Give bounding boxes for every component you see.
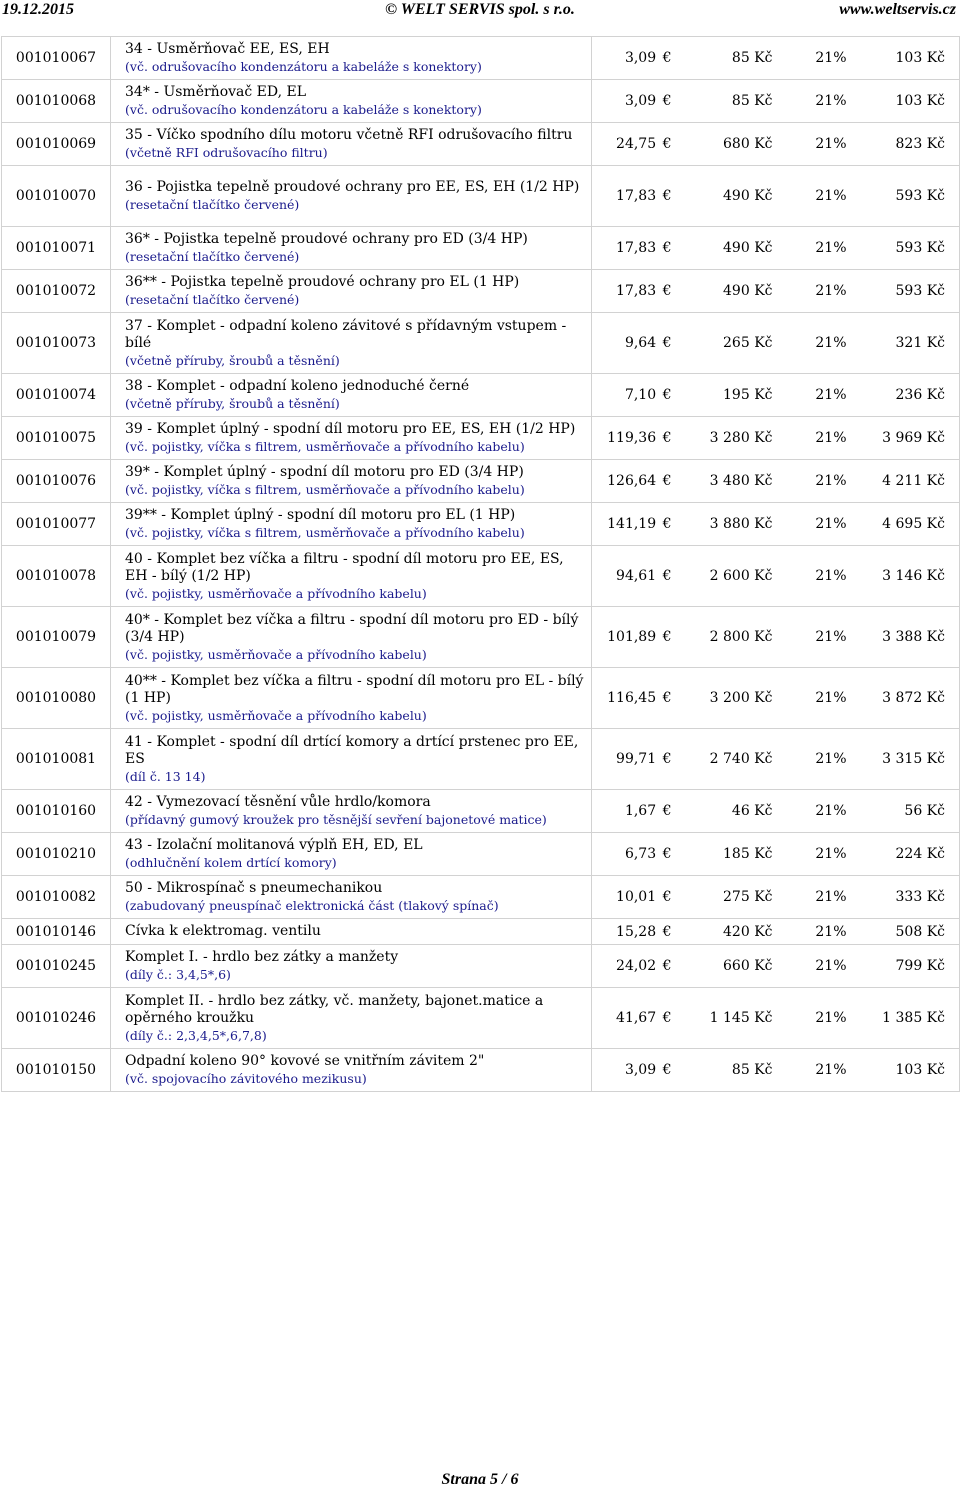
- product-note: (zabudovaný pneuspínač elektronická část (tlakový spínač): [125, 898, 499, 913]
- table-row: [2, 668, 960, 729]
- price-eur-value: 3,09: [624, 50, 657, 66]
- product-note: (včetně příruby, šroubů a těsnění): [125, 352, 340, 368]
- product-code: 001010246: [2, 988, 111, 1049]
- product-code: 001010074: [2, 374, 111, 417]
- product-title: Cívka k elektromag. ventilu: [125, 923, 321, 939]
- product-description: [111, 227, 592, 270]
- euro-symbol: €: [662, 923, 672, 940]
- euro-symbol: €: [662, 93, 672, 109]
- product-code: 001010082: [2, 876, 111, 919]
- price-eur: [592, 123, 680, 166]
- product-description: [111, 546, 592, 607]
- price-czk: 3 480 Kč: [680, 460, 781, 503]
- euro-symbol: €: [662, 568, 672, 584]
- product-note: (vč. pojistky, usměrňovače a přívodního kabelu): [125, 585, 427, 601]
- product-code: 001010160: [2, 790, 111, 833]
- price-czk: 1 145 Kč: [680, 988, 781, 1049]
- euro-symbol: €: [662, 473, 672, 489]
- product-note: (díl č. 13 14): [125, 768, 206, 784]
- price-eur: [592, 945, 680, 988]
- price-eur: [592, 668, 680, 729]
- product-code: 001010150: [2, 1049, 111, 1092]
- product-description: [111, 374, 592, 417]
- product-note: (vč. odrušovacího kondenzátoru a kabeláže s konektory): [125, 102, 482, 117]
- vat-rate: 21%: [781, 919, 855, 945]
- product-title: 34 - Usměrňovač EE, ES, EH: [125, 41, 330, 57]
- product-description: [111, 729, 592, 790]
- product-title: 37 - Komplet - odpadní koleno závitové s přídavným vstupem - bílé: [125, 317, 567, 351]
- price-eur-value: 6,73: [624, 846, 657, 862]
- product-title: 40* - Komplet bez víčka a filtru - spodní díl motoru pro ED - bílý (3/4 HP): [125, 611, 579, 645]
- table-row: [2, 876, 960, 919]
- price-eur-value: 24,75: [616, 136, 657, 152]
- product-description: [111, 833, 592, 876]
- product-description: [111, 790, 592, 833]
- product-title: 41 - Komplet - spodní díl drtící komory a drtící prstenec pro EE, ES: [125, 733, 579, 767]
- product-title: 35 - Víčko spodního dílu motoru včetně RFI odrušovacího filtru: [125, 127, 573, 143]
- euro-symbol: €: [662, 136, 672, 152]
- price-czk: 46 Kč: [680, 790, 781, 833]
- table-row: [2, 374, 960, 417]
- price-eur-value: 17,83: [616, 283, 657, 299]
- price-czk: 3 200 Kč: [680, 668, 781, 729]
- price-eur-value: 3,09: [624, 93, 657, 109]
- product-description: [111, 417, 592, 460]
- table-row: [2, 166, 960, 227]
- table-row: [2, 80, 960, 123]
- table-row: [2, 988, 960, 1049]
- price-with-vat: 236 Kč: [855, 374, 960, 417]
- price-eur: [592, 417, 680, 460]
- product-code: 001010070: [2, 166, 111, 227]
- product-description: [111, 37, 592, 80]
- product-note: (vč. spojovacího závitového mezikusu): [125, 1071, 367, 1086]
- price-with-vat: 103 Kč: [855, 1049, 960, 1092]
- price-eur-value: 1,67: [624, 803, 657, 819]
- price-eur-value: 3,09: [624, 1062, 657, 1078]
- product-description: [111, 988, 592, 1049]
- product-code: 001010210: [2, 833, 111, 876]
- vat-rate: 21%: [781, 270, 855, 313]
- company-name: © WELT SERVIS spol. s r.o.: [385, 1, 575, 18]
- product-description: [111, 460, 592, 503]
- product-title: 34* - Usměrňovač ED, EL: [125, 84, 307, 100]
- product-code: 001010079: [2, 607, 111, 668]
- table-row: [2, 607, 960, 668]
- product-description: [111, 668, 592, 729]
- price-eur: [592, 80, 680, 123]
- price-list-table: [1, 36, 960, 1092]
- price-with-vat: 593 Kč: [855, 270, 960, 313]
- product-title: Komplet II. - hrdlo bez zátky, vč. manžety, bajonet.matice a opěrného kroužku: [125, 992, 544, 1026]
- vat-rate: 21%: [781, 790, 855, 833]
- product-code: 001010072: [2, 270, 111, 313]
- product-description: [111, 80, 592, 123]
- product-note: (resetační tlačítko červené): [125, 292, 300, 307]
- price-czk: 85 Kč: [680, 80, 781, 123]
- product-description: [111, 876, 592, 919]
- euro-symbol: €: [662, 188, 672, 204]
- price-eur: [592, 876, 680, 919]
- price-eur-value: 15,28: [616, 923, 657, 940]
- price-with-vat: 3 872 Kč: [855, 668, 960, 729]
- vat-rate: 21%: [781, 417, 855, 460]
- price-czk: 3 880 Kč: [680, 503, 781, 546]
- vat-rate: 21%: [781, 607, 855, 668]
- price-eur-value: 101,89: [607, 629, 657, 645]
- euro-symbol: €: [662, 1010, 672, 1026]
- product-description: [111, 313, 592, 374]
- product-code: 001010075: [2, 417, 111, 460]
- product-note: (resetační tlačítko červené): [125, 249, 300, 264]
- page-number: Strana 5 / 6: [441, 1471, 519, 1488]
- price-with-vat: 799 Kč: [855, 945, 960, 988]
- price-eur-value: 41,67: [616, 1010, 657, 1026]
- vat-rate: 21%: [781, 729, 855, 790]
- price-with-vat: 4 211 Kč: [855, 460, 960, 503]
- euro-symbol: €: [662, 846, 672, 862]
- product-note: (vč. odrušovacího kondenzátoru a kabeláže s konektory): [125, 59, 482, 74]
- price-with-vat: 103 Kč: [855, 80, 960, 123]
- vat-rate: 21%: [781, 503, 855, 546]
- product-title: 39* - Komplet úplný - spodní díl motoru pro ED (3/4 HP): [125, 464, 524, 480]
- product-description: [111, 1049, 592, 1092]
- vat-rate: 21%: [781, 460, 855, 503]
- euro-symbol: €: [662, 240, 672, 256]
- price-eur-value: 126,64: [607, 473, 657, 489]
- euro-symbol: €: [662, 751, 672, 767]
- price-with-vat: 593 Kč: [855, 166, 960, 227]
- price-eur-value: 116,45: [607, 690, 657, 706]
- euro-symbol: €: [662, 958, 672, 974]
- price-eur: [592, 227, 680, 270]
- price-eur: [592, 1049, 680, 1092]
- price-eur-value: 9,64: [624, 335, 657, 351]
- table-row: [2, 546, 960, 607]
- product-description: [111, 945, 592, 988]
- price-czk: 2 800 Kč: [680, 607, 781, 668]
- price-czk: 195 Kč: [680, 374, 781, 417]
- price-with-vat: 4 695 Kč: [855, 503, 960, 546]
- table-row: [2, 313, 960, 374]
- product-note: (vč. pojistky, usměrňovače a přívodního kabelu): [125, 646, 427, 662]
- vat-rate: 21%: [781, 988, 855, 1049]
- product-description: [111, 607, 592, 668]
- product-title: 36** - Pojistka tepelně proudové ochrany pro EL (1 HP): [125, 274, 520, 290]
- price-eur: [592, 833, 680, 876]
- vat-rate: 21%: [781, 123, 855, 166]
- product-title: 50 - Mikrospínač s pneumechanikou: [125, 880, 383, 896]
- product-title: Komplet I. - hrdlo bez zátky a manžety: [125, 949, 399, 965]
- product-title: 42 - Vymezovací těsnění vůle hrdlo/komora: [125, 794, 431, 810]
- price-eur: [592, 919, 680, 945]
- product-title: 36 - Pojistka tepelně proudové ochrany pro EE, ES, EH (1/2 HP): [125, 179, 580, 195]
- product-note: (přídavný gumový kroužek pro těsnější sevření bajonetové matice): [125, 812, 547, 827]
- product-code: 001010080: [2, 668, 111, 729]
- product-description: [111, 503, 592, 546]
- product-note: (včetně příruby, šroubů a těsnění): [125, 396, 340, 411]
- product-note: (vč. pojistky, víčka s filtrem, usměrňovače a přívodního kabelu): [125, 482, 525, 497]
- product-title: 39 - Komplet úplný - spodní díl motoru pro EE, ES, EH (1/2 HP): [125, 421, 576, 437]
- price-with-vat: 508 Kč: [855, 919, 960, 945]
- table-row: [2, 460, 960, 503]
- product-code: 001010068: [2, 80, 111, 123]
- price-eur-value: 10,01: [616, 889, 657, 905]
- product-note: (resetační tlačítko červené): [125, 197, 300, 212]
- price-eur: [592, 607, 680, 668]
- euro-symbol: €: [662, 690, 672, 706]
- table-row: [2, 503, 960, 546]
- product-code: 001010071: [2, 227, 111, 270]
- table-row: [2, 227, 960, 270]
- price-czk: 265 Kč: [680, 313, 781, 374]
- vat-rate: 21%: [781, 1049, 855, 1092]
- vat-rate: 21%: [781, 546, 855, 607]
- price-with-vat: 823 Kč: [855, 123, 960, 166]
- price-eur-value: 7,10: [624, 387, 657, 403]
- vat-rate: 21%: [781, 833, 855, 876]
- print-date: 19.12.2015: [2, 1, 74, 18]
- price-czk: 490 Kč: [680, 227, 781, 270]
- table-row: [2, 1049, 960, 1092]
- product-code: 001010245: [2, 945, 111, 988]
- product-description: [111, 919, 592, 945]
- price-with-vat: 333 Kč: [855, 876, 960, 919]
- product-description: [111, 123, 592, 166]
- price-eur: [592, 37, 680, 80]
- product-note: (vč. pojistky, víčka s filtrem, usměrňovače a přívodního kabelu): [125, 439, 525, 454]
- vat-rate: 21%: [781, 166, 855, 227]
- product-code: 001010069: [2, 123, 111, 166]
- euro-symbol: €: [662, 516, 672, 532]
- vat-rate: 21%: [781, 227, 855, 270]
- product-title: 43 - Izolační molitanová výplň EH, ED, EL: [125, 837, 423, 853]
- price-with-vat: 593 Kč: [855, 227, 960, 270]
- euro-symbol: €: [662, 283, 672, 299]
- price-czk: 490 Kč: [680, 270, 781, 313]
- price-eur-value: 17,83: [616, 240, 657, 256]
- price-czk: 3 280 Kč: [680, 417, 781, 460]
- price-eur-value: 99,71: [616, 751, 657, 767]
- product-code: 001010077: [2, 503, 111, 546]
- price-with-vat: 3 146 Kč: [855, 546, 960, 607]
- product-note: (díly č.: 3,4,5*,6): [125, 967, 231, 982]
- price-eur: [592, 374, 680, 417]
- page-header: [0, 0, 960, 20]
- price-czk: 680 Kč: [680, 123, 781, 166]
- price-with-vat: 3 315 Kč: [855, 729, 960, 790]
- price-eur: [592, 546, 680, 607]
- product-title: 40 - Komplet bez víčka a filtru - spodní díl motoru pro EE, ES, EH - bílý (1/2 HP): [125, 550, 564, 584]
- price-eur: [592, 460, 680, 503]
- price-with-vat: 56 Kč: [855, 790, 960, 833]
- product-note: (včetně RFI odrušovacího filtru): [125, 145, 328, 160]
- product-title: Odpadní koleno 90° kovové se vnitřním závitem 2": [125, 1053, 485, 1069]
- product-title: 36* - Pojistka tepelně proudové ochrany pro ED (3/4 HP): [125, 231, 528, 247]
- product-code: 001010073: [2, 313, 111, 374]
- table-row: [2, 270, 960, 313]
- vat-rate: 21%: [781, 37, 855, 80]
- table-row: [2, 123, 960, 166]
- euro-symbol: €: [662, 335, 672, 351]
- table-row: [2, 790, 960, 833]
- product-note: (vč. pojistky, usměrňovače a přívodního kabelu): [125, 707, 427, 723]
- price-with-vat: 3 388 Kč: [855, 607, 960, 668]
- table-row: [2, 833, 960, 876]
- price-eur: [592, 270, 680, 313]
- price-with-vat: 321 Kč: [855, 313, 960, 374]
- price-czk: 2 740 Kč: [680, 729, 781, 790]
- vat-rate: 21%: [781, 313, 855, 374]
- product-note: (odhlučnění kolem drtící komory): [125, 855, 337, 870]
- product-code: 001010078: [2, 546, 111, 607]
- price-czk: 490 Kč: [680, 166, 781, 227]
- price-czk: 420 Kč: [680, 919, 781, 945]
- price-eur-value: 119,36: [607, 430, 657, 446]
- euro-symbol: €: [662, 889, 672, 905]
- product-description: [111, 166, 592, 227]
- price-eur-value: 141,19: [607, 516, 657, 532]
- euro-symbol: €: [662, 50, 672, 66]
- price-eur: [592, 790, 680, 833]
- price-eur-value: 24,02: [616, 958, 657, 974]
- product-code: 001010081: [2, 729, 111, 790]
- euro-symbol: €: [662, 387, 672, 403]
- price-czk: 185 Kč: [680, 833, 781, 876]
- website-link[interactable]: www.weltservis.cz: [839, 1, 956, 18]
- price-eur-value: 17,83: [616, 188, 657, 204]
- euro-symbol: €: [662, 629, 672, 645]
- price-eur: [592, 988, 680, 1049]
- table-row: [2, 729, 960, 790]
- price-with-vat: 103 Kč: [855, 37, 960, 80]
- product-code: 001010067: [2, 37, 111, 80]
- price-eur: [592, 313, 680, 374]
- table-row: [2, 919, 960, 945]
- product-title: 40** - Komplet bez víčka a filtru - spodní díl motoru pro EL - bílý (1 HP): [125, 672, 584, 706]
- vat-rate: 21%: [781, 945, 855, 988]
- price-eur-value: 94,61: [616, 568, 657, 584]
- price-czk: 275 Kč: [680, 876, 781, 919]
- product-title: 38 - Komplet - odpadní koleno jednoduché černé: [125, 378, 470, 394]
- vat-rate: 21%: [781, 374, 855, 417]
- product-description: [111, 270, 592, 313]
- table-row: [2, 417, 960, 460]
- price-eur: [592, 503, 680, 546]
- euro-symbol: €: [662, 1062, 672, 1078]
- price-with-vat: 3 969 Kč: [855, 417, 960, 460]
- euro-symbol: €: [662, 803, 672, 819]
- price-czk: 85 Kč: [680, 1049, 781, 1092]
- product-code: 001010146: [2, 919, 111, 945]
- vat-rate: 21%: [781, 668, 855, 729]
- price-with-vat: 224 Kč: [855, 833, 960, 876]
- price-eur: [592, 729, 680, 790]
- price-czk: 660 Kč: [680, 945, 781, 988]
- table-row: [2, 945, 960, 988]
- vat-rate: 21%: [781, 80, 855, 123]
- product-title: 39** - Komplet úplný - spodní díl motoru pro EL (1 HP): [125, 507, 516, 523]
- product-note: (vč. pojistky, víčka s filtrem, usměrňovače a přívodního kabelu): [125, 525, 525, 540]
- price-czk: 85 Kč: [680, 37, 781, 80]
- product-note: (díly č.: 2,3,4,5*,6,7,8): [125, 1027, 267, 1043]
- euro-symbol: €: [662, 430, 672, 446]
- price-with-vat: 1 385 Kč: [855, 988, 960, 1049]
- product-code: 001010076: [2, 460, 111, 503]
- price-eur: [592, 166, 680, 227]
- price-czk: 2 600 Kč: [680, 546, 781, 607]
- table-row: [2, 37, 960, 80]
- vat-rate: 21%: [781, 876, 855, 919]
